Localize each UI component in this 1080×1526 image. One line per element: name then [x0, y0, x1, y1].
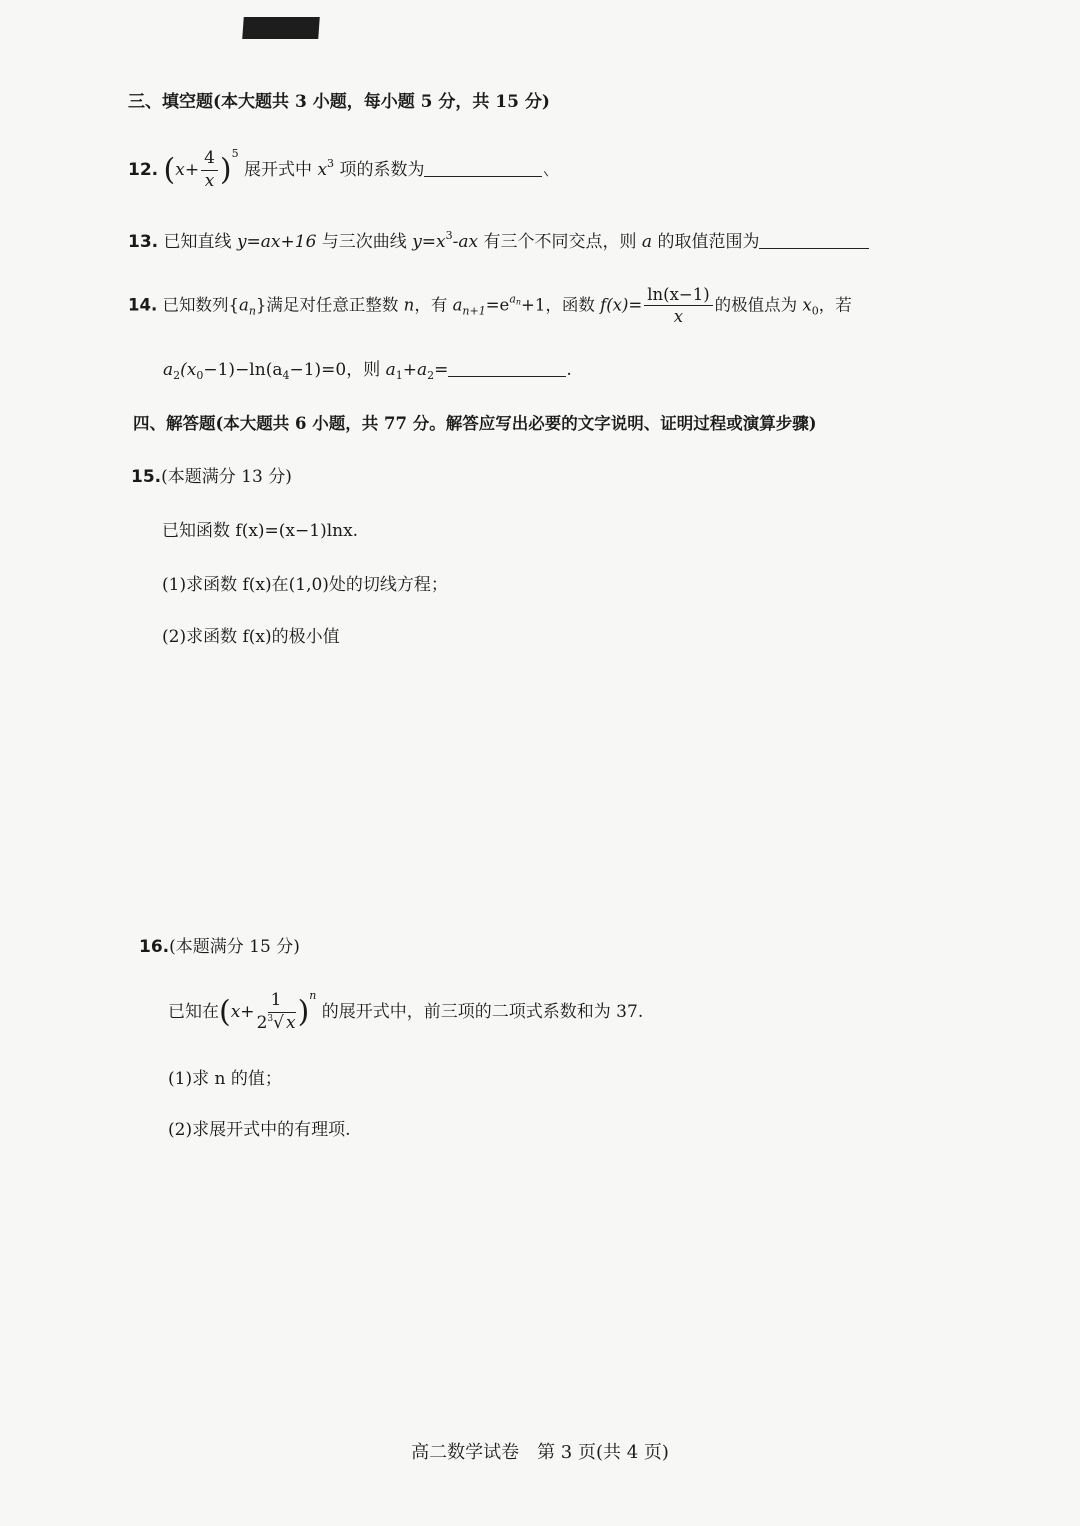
q14-l2-e: a — [385, 360, 396, 380]
q14-seq-sub: n — [248, 304, 256, 318]
q13-text-b: 与三次曲线 — [321, 232, 407, 252]
q13-var: a — [641, 232, 653, 252]
q14-recur-mid: =e — [485, 295, 510, 315]
question-13 — [128, 230, 869, 251]
question-14-line1 — [128, 286, 852, 326]
q15-part2: (2)求函数 f(x)的极小值 — [162, 627, 340, 647]
q14-frac-den: x — [673, 307, 684, 327]
q16-open-paren: ( — [219, 994, 231, 1030]
q16-header — [139, 939, 300, 956]
q16-score: (本题满分 15 分) — [169, 937, 300, 957]
q14-l2-b-sub: 0 — [196, 369, 204, 382]
q12-var-power: 3 — [327, 157, 335, 170]
q14-recur-exp: a — [509, 292, 516, 306]
q14-l2-e-sub: 1 — [395, 369, 403, 382]
q14-recur-exp-sub: n — [515, 297, 522, 307]
q16-root-index: 3 — [267, 1014, 274, 1024]
q14-l2-c-sub: 4 — [282, 369, 290, 382]
q14-recur-lhs: a — [452, 295, 463, 315]
q14-l2-b: (x — [180, 360, 197, 380]
q13-text-d: 的取值范围为 — [657, 232, 760, 252]
q12-power: 5 — [231, 147, 239, 160]
q14-seq: a — [238, 295, 249, 315]
q12-open-paren: ( — [163, 152, 176, 188]
q14-text-d: 的极值点为 — [714, 295, 798, 315]
q14-text-b: }满足对任意正整数 — [255, 295, 399, 315]
q12-text-b: 项的系数为 — [339, 160, 425, 180]
q13-curve-eq-b: -ax — [452, 232, 479, 252]
q14-x0-sub: 0 — [811, 304, 819, 318]
q14-fraction — [644, 286, 712, 326]
q14-x0: x — [802, 295, 812, 315]
q16-part2: (2)求展开式中的有理项. — [168, 1120, 351, 1140]
q14-number: 14. — [128, 295, 158, 315]
q12-answer-blank[interactable] — [424, 176, 542, 177]
q16-stem — [168, 990, 643, 1033]
q14-text-e: ，若 — [818, 295, 852, 315]
q14-recur-lhs-sub: n+1 — [462, 304, 486, 318]
q12-fraction — [201, 150, 218, 191]
q16-frac-den — [257, 1013, 296, 1033]
q12-frac-den: x — [204, 171, 215, 191]
section4-title: 四、解答题(本大题共 6 小题，共 77 分。解答应写出必要的文字说明、证明过程或演算步骤) — [133, 414, 817, 433]
q14-text-a: 已知数列{ — [162, 295, 239, 315]
q13-text-c: 有三个不同交点，则 — [483, 232, 637, 252]
q14-end: . — [566, 360, 572, 380]
q16-stem-a: 已知在 — [168, 1002, 219, 1022]
q14-recur-rhs: +1，函数 — [521, 295, 595, 315]
q14-text-c: ，有 — [414, 295, 448, 315]
q14-n: n — [403, 295, 415, 315]
q14-l2-a: a — [163, 360, 174, 380]
q14-frac-num: ln(x−1) — [644, 286, 712, 306]
q15-part1: (1)求函数 f(x)在(1,0)处的切线方程； — [162, 575, 448, 595]
q14-l2-f: +a — [402, 360, 428, 380]
q13-number: 13. — [128, 232, 159, 252]
q14-l2-f-sub: 2 — [427, 369, 435, 382]
q15-score: (本题满分 13 分) — [161, 467, 292, 487]
q14-l2-g: = — [434, 360, 449, 380]
q12-close-paren: ) — [219, 152, 232, 188]
q15-stem: 已知函数 f(x)=(x−1)lnx. — [162, 521, 359, 541]
q14-l2-c: −1)−ln(a — [203, 360, 283, 380]
q15-number: 15. — [131, 467, 162, 487]
q16-frac-num: 1 — [268, 992, 285, 1013]
q16-frac-den-a: 2 — [256, 1013, 268, 1033]
q12-var: x — [317, 160, 328, 180]
q16-stem-b: 的展开式中，前三项的二项式系数和为 37. — [321, 1002, 644, 1022]
q12-tick-mark — [544, 168, 553, 177]
q14-l2-a-sub: 2 — [173, 369, 181, 382]
section3-title: 三、填空题(本大题共 3 小题，每小题 5 分，共 15 分) — [128, 92, 550, 112]
page-footer: 高二数学试卷 第 3 页(共 4 页) — [411, 1442, 669, 1463]
q16-frac-den-b: x — [285, 1013, 296, 1033]
q12-frac-num: 4 — [201, 150, 218, 171]
q12-number: 12. — [128, 160, 159, 180]
q16-expr-base: x+ — [230, 1002, 255, 1022]
radical-icon: √ — [273, 1013, 284, 1033]
q16-number: 16. — [139, 937, 170, 957]
q16-power: n — [309, 989, 317, 1002]
q14-l2-d: −1)=0，则 — [289, 360, 381, 380]
q13-line-eq: y=ax+16 — [236, 232, 317, 252]
q12-expr-base: x+ — [175, 160, 200, 180]
q13-curve-power: 3 — [445, 229, 453, 242]
q14-answer-blank[interactable] — [448, 376, 566, 377]
q16-close-paren: ) — [297, 994, 310, 1030]
q13-curve-eq-a: y=x — [412, 232, 446, 252]
question-14-line2 — [163, 362, 572, 381]
question-12 — [128, 148, 552, 191]
q13-text-a: 已知直线 — [163, 232, 232, 252]
q16-part1: (1)求 n 的值； — [168, 1069, 282, 1089]
q14-func: f(x)= — [600, 295, 643, 315]
q15-header — [131, 469, 292, 486]
q12-text-a: 展开式中 — [244, 160, 313, 180]
redacted-header-mark — [242, 17, 320, 39]
q13-answer-blank[interactable] — [759, 248, 869, 249]
q16-fraction — [257, 992, 296, 1033]
